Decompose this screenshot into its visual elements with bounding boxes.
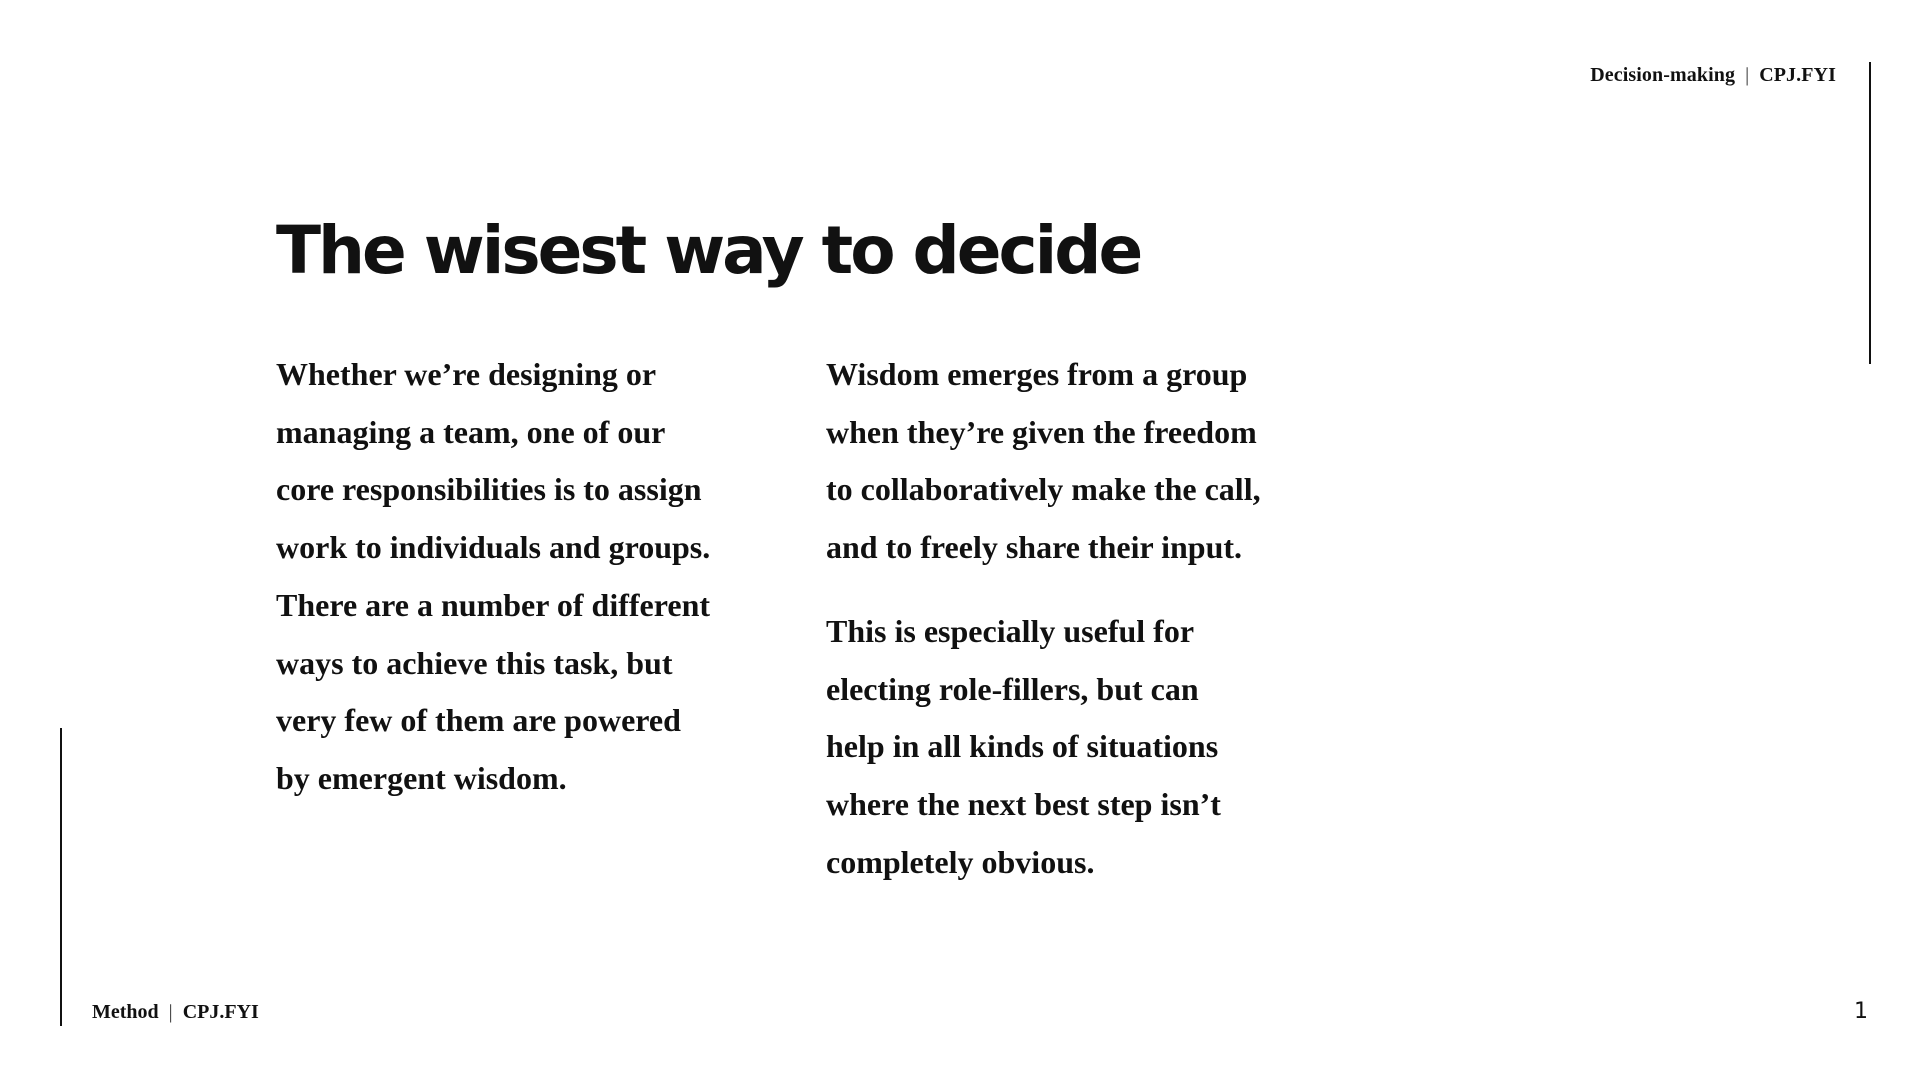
left-column-line: very few of them are powered <box>276 702 681 739</box>
header-meta <box>1590 64 1836 87</box>
footer-site-label: CPJ.FYI <box>182 1001 259 1023</box>
right-column-line: when they’re given the freedom <box>826 413 1257 450</box>
left-vertical-rule <box>60 728 62 1026</box>
left-column-line: Whether we’re designing or <box>276 356 657 392</box>
left-column-line: ways to achieve this task, but <box>276 644 673 681</box>
left-column-line: core responsibilities is to assign <box>276 471 702 508</box>
right-column-line: and to freely share their input. <box>826 529 1243 566</box>
left-column <box>276 346 796 808</box>
left-column-line: work to individuals and groups. <box>276 529 711 566</box>
right-paragraph-1 <box>826 346 1366 577</box>
right-vertical-rule <box>1869 62 1871 364</box>
right-column-line: completely obvious. <box>826 843 1095 880</box>
right-column <box>826 346 1366 891</box>
left-column-line: There are a number of different <box>276 586 711 623</box>
page-title: The wisest way to decide <box>276 212 1141 289</box>
right-column-line: Wisdom emerges from a group <box>826 356 1248 392</box>
right-column-line: This is especially useful for <box>826 612 1195 649</box>
left-column-line: managing a team, one of our <box>276 413 666 450</box>
right-column-line: help in all kinds of situations <box>826 728 1219 765</box>
paragraph-gap <box>826 577 1366 603</box>
right-column-line: electing role-fillers, but can <box>826 670 1199 707</box>
header-site-label: CPJ.FYI <box>1759 64 1836 86</box>
footer-meta <box>92 1001 259 1024</box>
page-number: 1 <box>1854 999 1868 1024</box>
footer-separator: | <box>168 1001 173 1023</box>
right-paragraph-2 <box>826 603 1366 892</box>
left-column-line: by emergent wisdom. <box>276 759 567 796</box>
footer-label: Method <box>92 1001 159 1023</box>
right-column-line: where the next best step isn’t <box>826 785 1221 822</box>
right-column-line: to collaboratively make the call, <box>826 471 1261 508</box>
header-separator: | <box>1745 64 1750 86</box>
header-section-label: Decision-making <box>1590 64 1736 86</box>
